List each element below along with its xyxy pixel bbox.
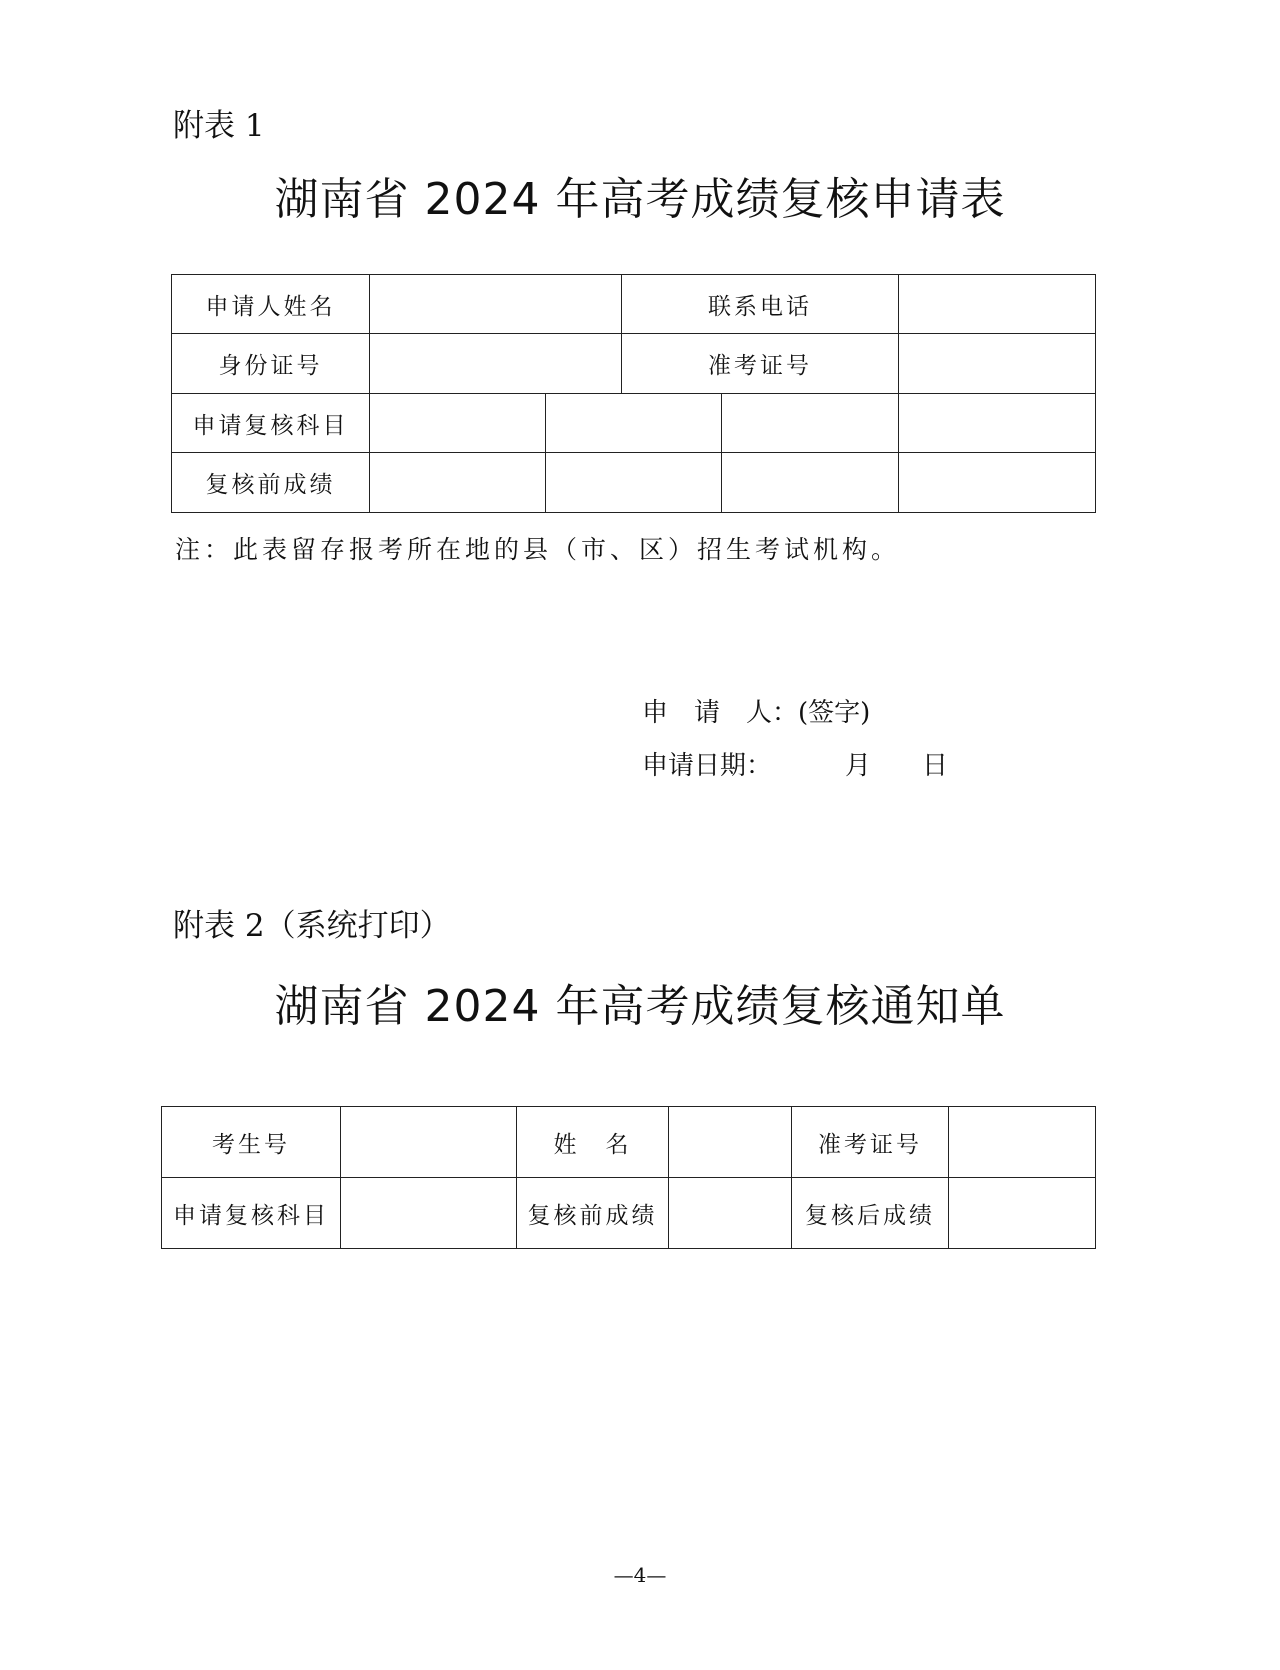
pre-score-label: 复核前成绩	[172, 453, 370, 513]
subjects-label: 申请复核科目	[172, 394, 370, 453]
table-row	[172, 394, 1096, 453]
pre-score-label: 复核前成绩	[517, 1178, 669, 1249]
applicant-name-label: 申请人姓名	[172, 275, 370, 334]
month-label: 月	[845, 751, 872, 781]
id-number-field[interactable]	[370, 334, 622, 394]
table-row	[172, 275, 1096, 334]
post-score-label: 复核后成绩	[792, 1178, 949, 1249]
subjects-label: 申请复核科目	[162, 1178, 341, 1249]
id-number-label: 身份证号	[172, 334, 370, 394]
application-date-label: 申请日期：	[642, 751, 773, 781]
subjects-value	[341, 1178, 517, 1249]
attachment2-heading: 附表 2（系统打印）	[173, 908, 451, 944]
attachment1-title: 湖南省 2024 年高考成绩复核申请表	[274, 174, 1006, 225]
subject-field-2[interactable]	[546, 394, 722, 453]
signature-label: 申 请 人：(签字)	[642, 698, 871, 728]
notice-table	[161, 1106, 1096, 1249]
table-row	[162, 1178, 1096, 1249]
subject-field-3[interactable]	[722, 394, 899, 453]
exam-ticket-label: 准考证号	[622, 334, 899, 394]
pre-score-value	[669, 1178, 792, 1249]
application-form-table	[171, 274, 1096, 513]
applicant-name-field[interactable]	[370, 275, 622, 334]
day-label: 日	[922, 751, 949, 781]
table-row	[162, 1107, 1096, 1178]
candidate-no-value	[341, 1107, 517, 1178]
exam-ticket-label: 准考证号	[792, 1107, 949, 1178]
retention-note: 注：此表留存报考所在地的县（市、区）招生考试机构。	[175, 535, 901, 564]
pre-score-field-1[interactable]	[370, 453, 546, 513]
table-row	[172, 334, 1096, 394]
subject-field-1[interactable]	[370, 394, 546, 453]
name-value	[669, 1107, 792, 1178]
pre-score-field-2[interactable]	[546, 453, 722, 513]
page-number: —4—	[613, 1563, 667, 1587]
post-score-value	[949, 1178, 1096, 1249]
pre-score-field-3[interactable]	[722, 453, 899, 513]
exam-ticket-value	[949, 1107, 1096, 1178]
phone-field[interactable]	[899, 275, 1096, 334]
phone-label: 联系电话	[622, 275, 899, 334]
attachment1-heading: 附表 1	[173, 108, 265, 144]
attachment2-title: 湖南省 2024 年高考成绩复核通知单	[274, 981, 1006, 1032]
subject-field-4[interactable]	[899, 394, 1096, 453]
pre-score-field-4[interactable]	[899, 453, 1096, 513]
table-row	[172, 453, 1096, 513]
exam-ticket-field[interactable]	[899, 334, 1096, 394]
candidate-no-label: 考生号	[162, 1107, 341, 1178]
name-label: 姓 名	[517, 1107, 669, 1178]
